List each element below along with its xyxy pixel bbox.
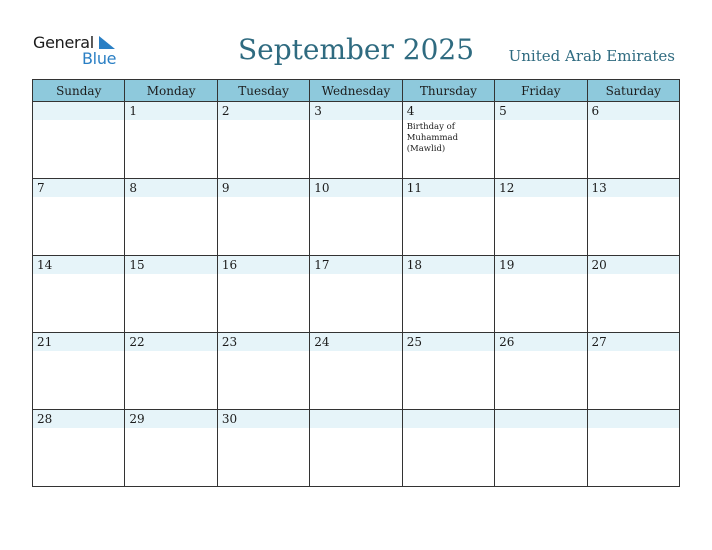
day-number: 2 [221, 104, 230, 118]
weekday-header: Tuesday [217, 80, 309, 102]
week-row [33, 256, 680, 333]
day-number: 30 [221, 412, 238, 426]
day-number-strip [33, 102, 124, 120]
day-number: 20 [591, 258, 607, 272]
day-number: 17 [314, 258, 330, 272]
day-cell [33, 333, 125, 410]
brand-word-blue: Blue [82, 49, 117, 68]
day-number-strip [403, 410, 494, 428]
weekday-header-row [33, 80, 680, 102]
weekday-header: Sunday [33, 80, 125, 102]
page-title: September 2025 [237, 33, 475, 66]
day-number: 9 [221, 181, 230, 195]
week-row [33, 410, 680, 487]
day-number: 10 [314, 181, 330, 195]
day-cell [587, 102, 679, 179]
week-row [33, 102, 680, 179]
day-number-strip [310, 410, 401, 428]
day-number: 6 [591, 104, 600, 118]
day-number: 24 [314, 335, 330, 349]
week-row [33, 333, 680, 410]
day-number: 13 [591, 181, 607, 195]
day-number: 4 [406, 104, 415, 118]
brand-word-general: General [33, 33, 94, 52]
weekday-header: Wednesday [310, 80, 402, 102]
day-cell [310, 102, 402, 179]
day-number-strip [495, 102, 586, 120]
weekday-header: Thursday [402, 80, 494, 102]
day-number: 22 [129, 335, 145, 349]
day-number: 29 [129, 412, 145, 426]
day-number: 5 [499, 104, 507, 118]
day-number: 18 [406, 258, 422, 272]
day-number-strip [218, 179, 309, 197]
day-cell [125, 102, 217, 179]
day-number: 16 [221, 258, 238, 272]
day-number: 14 [37, 258, 53, 272]
day-cell [33, 256, 125, 333]
day-number: 8 [129, 181, 138, 195]
weekday-header: Saturday [587, 80, 679, 102]
day-cell [310, 333, 402, 410]
day-cell [125, 410, 217, 487]
day-number: 12 [499, 181, 515, 195]
day-number-strip [495, 410, 586, 428]
week-row [33, 179, 680, 256]
day-number: 3 [314, 104, 322, 118]
day-cell [402, 333, 494, 410]
day-number-strip [125, 179, 216, 197]
day-cell [310, 256, 402, 333]
day-cell [310, 179, 402, 256]
day-number-strip [588, 102, 679, 120]
day-cell [495, 410, 587, 487]
day-cell [217, 333, 309, 410]
day-cell [217, 410, 309, 487]
day-number-strip [403, 102, 494, 120]
day-number: 15 [129, 258, 145, 272]
day-cell [587, 410, 679, 487]
day-cell [125, 179, 217, 256]
day-number-strip [33, 179, 124, 197]
holiday-label: Birthday of Muhammad (Mawlid) [406, 122, 459, 154]
day-cell [125, 333, 217, 410]
day-cell [217, 179, 309, 256]
weekday-header: Friday [495, 80, 587, 102]
day-cell [217, 256, 309, 333]
day-cell [125, 256, 217, 333]
day-cell [495, 102, 587, 179]
day-number: 11 [406, 181, 422, 195]
day-number: 7 [37, 181, 45, 195]
day-number-strip [218, 102, 309, 120]
day-number: 1 [129, 104, 138, 118]
day-cell [402, 256, 494, 333]
day-cell [33, 102, 125, 179]
day-cell [587, 333, 679, 410]
day-cell [402, 102, 494, 179]
day-cell [495, 256, 587, 333]
day-cell [587, 256, 679, 333]
day-number: 27 [591, 335, 607, 349]
day-cell [33, 410, 125, 487]
day-number: 26 [499, 335, 515, 349]
day-number: 23 [221, 335, 238, 349]
weekday-header: Monday [125, 80, 217, 102]
day-cell [587, 179, 679, 256]
day-cell [402, 410, 494, 487]
day-number-strip [588, 410, 679, 428]
day-cell [495, 333, 587, 410]
day-cell [495, 179, 587, 256]
day-number: 25 [406, 335, 422, 349]
day-number: 21 [37, 335, 53, 349]
day-cell [33, 179, 125, 256]
day-number: 28 [37, 412, 53, 426]
day-cell [310, 410, 402, 487]
day-cell [217, 102, 309, 179]
day-number: 19 [499, 258, 515, 272]
day-number-strip [125, 102, 216, 120]
day-cell [402, 179, 494, 256]
day-number-strip [310, 102, 401, 120]
country-label: United Arab Emirates [508, 47, 675, 65]
calendar-grid [32, 79, 680, 487]
